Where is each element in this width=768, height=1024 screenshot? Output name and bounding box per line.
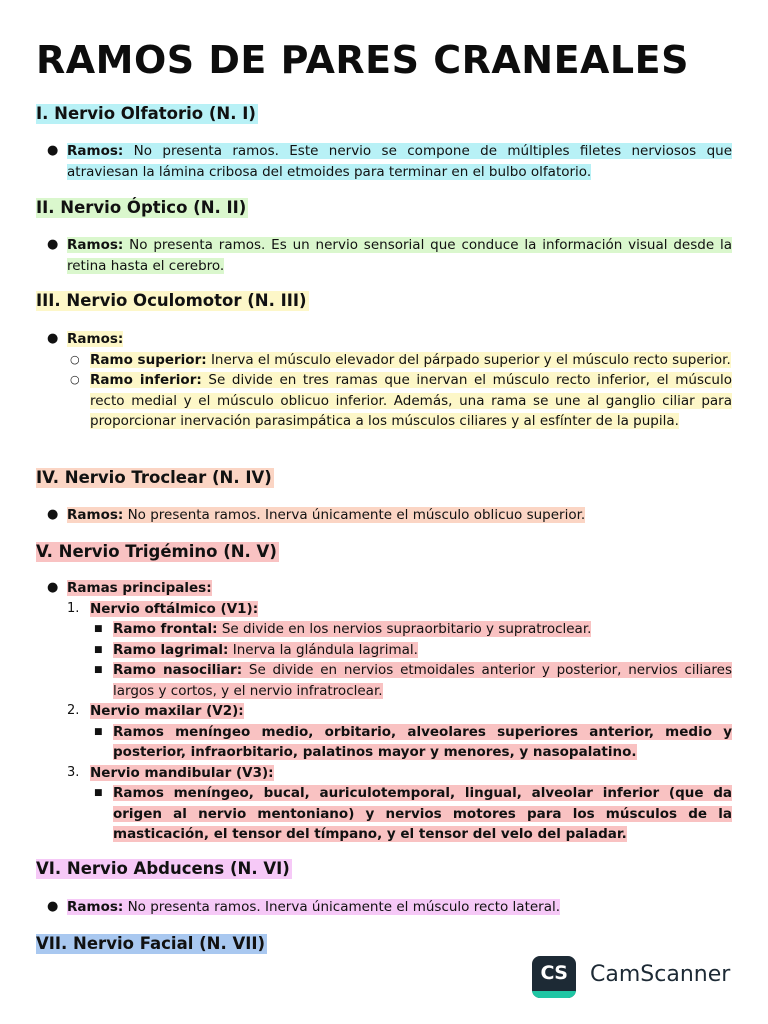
list-number: 1. [67,600,80,616]
item-label: Ramas principales: [67,580,212,596]
section-facial [36,933,732,955]
bullet-icon: ● [47,237,59,252]
circle-bullet-icon: ○ [70,373,80,386]
item-text: Inerva la glándula lagrimal. [232,641,418,658]
section-trigemino [36,541,732,563]
bullet-icon: ● [47,899,59,914]
bullet-icon: ● [47,143,59,158]
section-optico-body [36,235,732,276]
item-label: Nervio maxilar (V2): [90,703,244,719]
item-text: No presenta ramos. Inerva únicamente el músculo oblicuo superior. [127,507,586,523]
item-text: Inerva el músculo elevador del párpado superior y el músculo recto superior. [210,351,731,368]
section-troclear-body [36,505,732,526]
section-heading: II. Nervio Óptico (N. II) [36,198,247,217]
section-heading: VI. Nervio Abducens (N. VI) [36,859,290,878]
section-olfatorio [36,103,732,125]
square-bullet-icon: ■ [94,665,103,675]
square-bullet-icon: ■ [94,726,103,737]
item-text: Se divide en tres ramas que inervan el músculo recto inferior, el músculo recto medial y el músculo oblicuo inferior. Además, una rama se une al ganglio ciliar para proporcionar inervación parasimpática a los músculos ciliares y al esfínter de la pupila. [90,372,732,429]
item-text: No presenta ramos. Este nervio se compone de múltiples filetes nerviosos que atraviesan la lámina cribosa del etmoides para terminar en el bulbo olfatorio. [67,143,733,180]
list-number: 3. [67,764,80,780]
item-text: Se divide en nervios etmoidales anterior y posterior, nervios ciliares largos y cortos, y el nervio infratroclear. [113,662,732,699]
section-heading: V. Nervio Trigémino (N. V) [36,542,277,561]
item-text: No presenta ramos. Inerva únicamente el músculo recto lateral. [127,899,561,915]
item-label: Ramo superior: [90,351,207,368]
bullet-icon: ● [47,331,59,346]
item-label: Ramos: [67,899,124,915]
item-label: Ramos: [67,143,124,159]
item-label: Nervio mandibular (V3): [90,764,274,781]
section-optico [36,197,732,219]
logo-text: CS [540,962,568,984]
item-text: Ramos meníngeo medio, orbitario, alveolares superiores anterior, medio y posterior, infraorbitario, palatinos mayor y menores, y nasopalatino. [113,723,732,760]
section-abducens [36,858,732,880]
item-text: Se divide en los nervios supraorbitario y supratroclear. [221,621,592,637]
item-label: Ramos: [67,507,124,523]
square-bullet-icon: ■ [94,644,103,655]
item-label: Ramo nasociliar: [113,662,243,678]
section-troclear [36,467,732,489]
camscanner-watermark [532,956,742,998]
item-label: Nervio oftálmico (V1): [90,600,259,617]
bullet-icon: ● [47,507,59,522]
section-heading: VII. Nervio Facial (N. VII) [36,934,266,953]
camscanner-logo-icon [532,956,576,998]
section-trigemino-body [36,578,732,845]
item-label: Ramo frontal: [113,621,218,637]
item-label: Ramo inferior: [90,372,202,388]
list-number: 2. [67,703,80,718]
section-heading: III. Nervio Oculomotor (N. III) [36,291,307,310]
section-heading: IV. Nervio Troclear (N. IV) [36,468,272,487]
section-abducens-body [36,897,732,918]
camscanner-name: CamScanner [590,962,731,987]
section-heading: I. Nervio Olfatorio (N. I) [36,104,256,123]
page-title: RAMOS DE PARES CRANEALES [36,38,689,82]
section-olfatorio-body [36,141,732,182]
item-label: Ramo lagrimal: [113,641,229,658]
item-label: Ramos: [67,237,124,253]
bullet-icon: ● [47,580,59,595]
item-label: Ramos: [67,331,124,347]
section-oculomotor-body [36,329,732,432]
section-oculomotor [36,290,732,312]
item-text: Ramos meníngeo, bucal, auriculotemporal, lingual, alveolar inferior (que da origen al nervio mentoniano) y nervios motores para los músculos de la masticación, el tensor del tímpano, y el tensor del velo del paladar. [113,785,732,842]
square-bullet-icon: ■ [94,788,103,798]
square-bullet-icon: ■ [94,624,103,634]
circle-bullet-icon: ○ [70,352,80,366]
item-text: No presenta ramos. Es un nervio sensorial que conduce la información visual desde la retina hasta el cerebro. [67,237,732,274]
